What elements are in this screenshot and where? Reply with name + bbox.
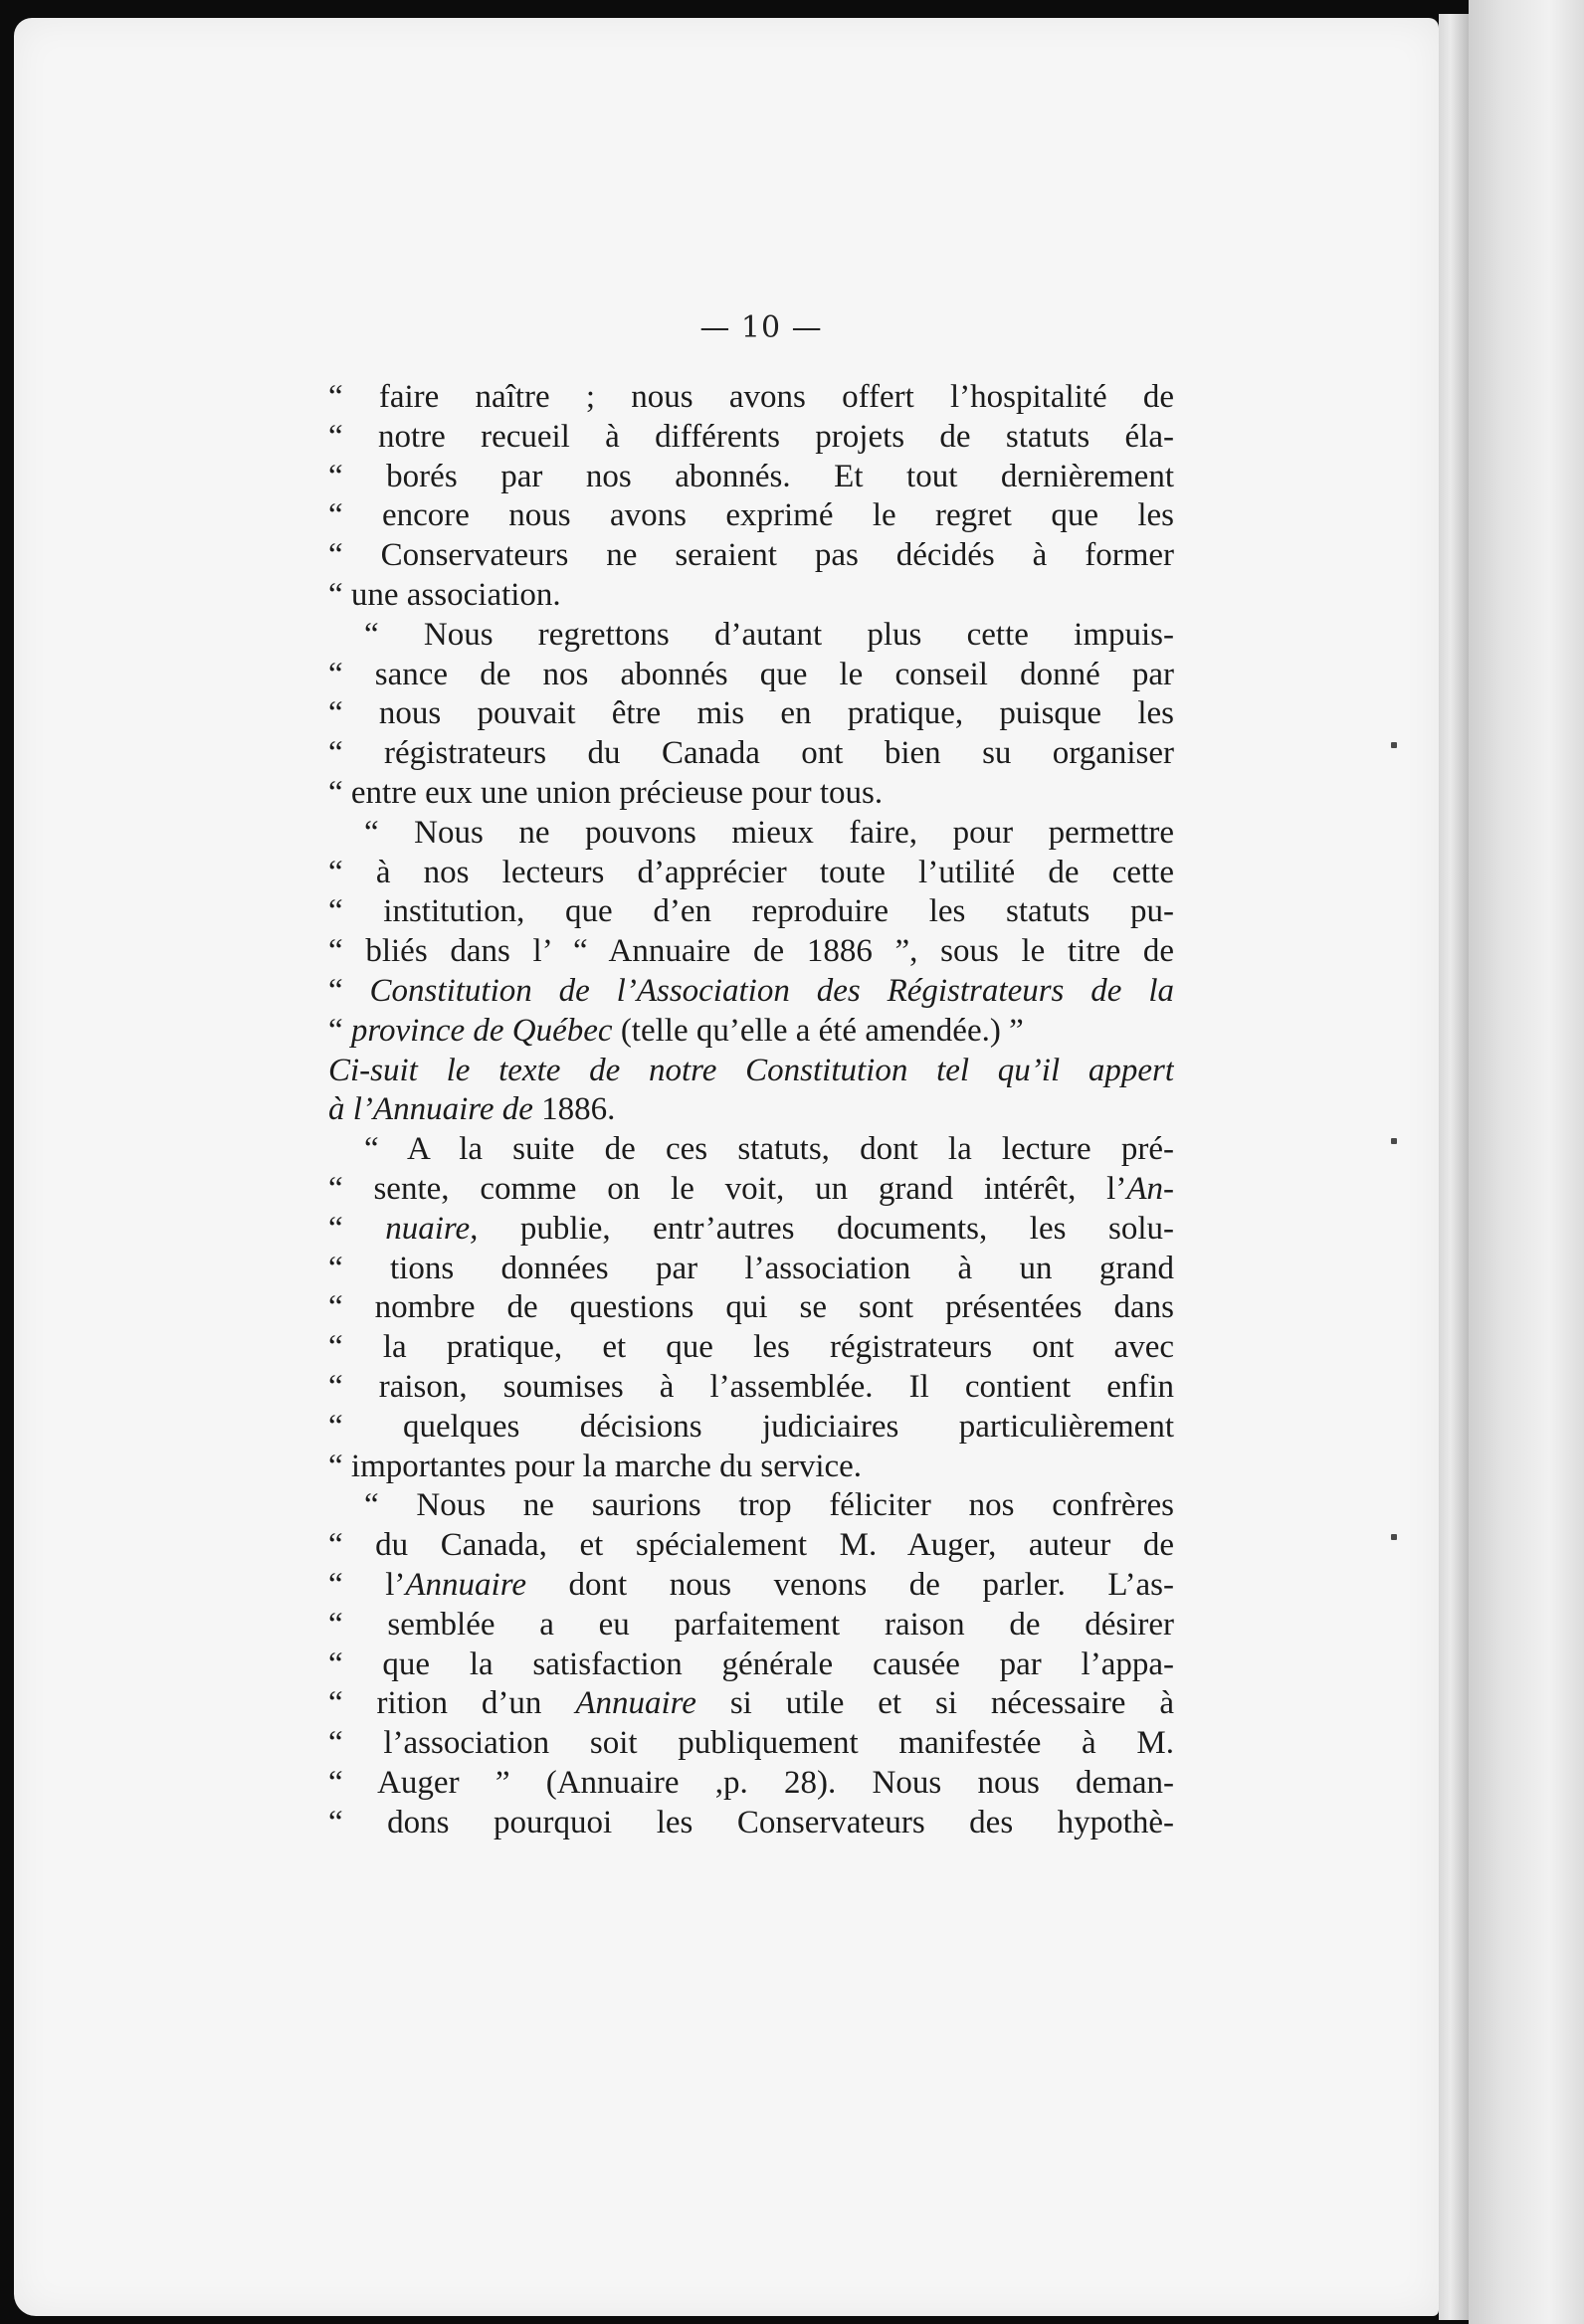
text-segment: “ sance de nos abonnés que le conseil donné par: [328, 656, 1174, 692]
text-line: [328, 972, 1174, 1012]
page-number: — 10 —: [699, 310, 823, 345]
text-line: [328, 536, 1174, 576]
text-line: [328, 1408, 1174, 1448]
adjacent-page-edge: [1469, 0, 1584, 2324]
text-segment: “ nombre de questions qui se sont présentées dans: [328, 1289, 1174, 1326]
margin-mark: [1391, 1138, 1397, 1144]
text-line: [328, 892, 1174, 932]
text-segment: “ à nos lecteurs d’apprécier toute l’utilité de cette: [328, 854, 1174, 890]
text-line: [328, 458, 1174, 497]
text-line: [328, 378, 1174, 418]
text-line: [328, 1170, 1174, 1210]
text-segment: dont nous venons de parler. L’as-: [525, 1566, 1174, 1603]
text-line: [328, 1646, 1174, 1685]
italic-text: Ci-suit le texte de notre Constitution tel qu’il appert: [328, 1052, 1174, 1088]
text-segment: “ importantes pour la marche du service.: [328, 1448, 863, 1484]
text-line: [328, 932, 1174, 972]
text-line: [328, 1764, 1174, 1804]
text-segment: “ dons pourquoi les Conservateurs des hypothè-: [328, 1804, 1174, 1840]
text-line: [328, 1090, 1174, 1130]
italic-text: province de Québec: [350, 1012, 613, 1049]
text-segment: “ du Canada, et spécialement M. Auger, auteur de: [328, 1527, 1174, 1564]
text-segment: “ la pratique, et que les régistrateurs ont avec: [328, 1329, 1174, 1366]
text-segment: “ l’association soit publiquement manifestée à M.: [328, 1725, 1174, 1762]
margin-mark: [1391, 742, 1397, 748]
text-line: [328, 694, 1174, 734]
text-line: [328, 616, 1174, 656]
text-segment: “ une association.: [328, 576, 561, 613]
text-line: [328, 1606, 1174, 1646]
margin-mark: [1391, 1534, 1397, 1540]
text-line: [328, 1012, 1174, 1052]
text-segment: “ notre recueil à différents projets de statuts éla-: [328, 418, 1174, 455]
text-segment: “ entre eux une union précieuse pour tous.: [328, 774, 884, 811]
italic-text: Annuaire: [405, 1566, 526, 1603]
text-line: [328, 1210, 1174, 1250]
text-segment: “ Nous ne saurions trop féliciter nos confrères: [364, 1487, 1174, 1524]
text-line: [328, 1368, 1174, 1408]
text-segment: “ rition d’un: [328, 1685, 576, 1722]
text-line: [328, 1724, 1174, 1764]
text-line: [328, 1288, 1174, 1328]
text-line: [328, 656, 1174, 695]
text-segment: publie, entr’autres documents, les solu-: [478, 1210, 1174, 1247]
italic-text: Annuaire: [575, 1685, 696, 1722]
text-line: [328, 1566, 1174, 1606]
body-text: [328, 378, 1174, 1842]
text-segment: “ tions données par l’association à un grand: [328, 1250, 1174, 1286]
text-segment: si utile et si nécessaire à: [695, 1685, 1174, 1722]
text-segment: “ régistrateurs du Canada ont bien su organiser: [328, 735, 1174, 772]
text-segment: “ Nous ne pouvons mieux faire, pour permettre: [364, 814, 1174, 851]
text-segment: “ nous pouvait être mis en pratique, puisque les: [328, 695, 1174, 732]
text-segment: “ raison, soumises à l’assemblée. Il contient enfin: [328, 1368, 1174, 1405]
text-line: [328, 1684, 1174, 1724]
text-segment: “ que la satisfaction générale causée par l’appa-: [328, 1646, 1174, 1682]
text-line: [328, 1526, 1174, 1566]
text-line: [328, 418, 1174, 458]
text-segment: “ institution, que d’en reproduire les statuts pu-: [328, 893, 1174, 930]
text-segment: “ Auger ” (Annuaire ,p. 28). Nous nous deman-: [328, 1764, 1174, 1801]
text-line: [328, 1328, 1174, 1368]
text-line: [328, 1250, 1174, 1289]
text-line: [328, 774, 1174, 814]
text-line: [328, 1804, 1174, 1843]
text-segment: “ quelques décisions judiciaires particulièrement: [328, 1408, 1174, 1445]
text-segment: (telle qu’elle a été amendée.) ”: [612, 1012, 1024, 1049]
text-segment: “ encore nous avons exprimé le regret que les: [328, 497, 1174, 534]
text-segment: “ sente, comme on le voit, un grand intérêt, l’: [328, 1170, 1127, 1207]
italic-text: An-: [1126, 1170, 1174, 1207]
text-segment: “: [328, 1210, 386, 1247]
text-line: [328, 1448, 1174, 1487]
italic-text: à l’Annuaire de: [328, 1091, 533, 1128]
text-segment: “: [328, 1012, 351, 1049]
text-line: [328, 576, 1174, 616]
text-line: [328, 854, 1174, 893]
text-segment: “ borés par nos abonnés. Et tout dernièrement: [328, 458, 1174, 494]
text-segment: “ A la suite de ces statuts, dont la lecture pré-: [364, 1131, 1174, 1168]
italic-text: nuaire,: [385, 1210, 479, 1247]
text-segment: “ semblée a eu parfaitement raison de désirer: [328, 1606, 1174, 1643]
text-segment: 1886.: [532, 1091, 616, 1128]
italic-text: Constitution de l’Association des Régistrateurs de la: [369, 972, 1174, 1009]
text-line: [328, 496, 1174, 536]
text-line: [328, 1486, 1174, 1526]
text-segment: “ bliés dans l’ “ Annuaire de 1886 ”, sous le titre de: [328, 933, 1174, 970]
text-line: [328, 1130, 1174, 1170]
page-fold-edge: [1439, 14, 1469, 2320]
text-segment: “ faire naître ; nous avons offert l’hospitalité de: [328, 379, 1174, 415]
text-segment: “ Nous regrettons d’autant plus cette impuis-: [364, 616, 1174, 653]
text-segment: “: [328, 972, 370, 1009]
text-line: [328, 734, 1174, 774]
text-segment: “ l’: [328, 1566, 406, 1603]
text-segment: “ Conservateurs ne seraient pas décidés à former: [328, 537, 1174, 574]
text-line: [328, 1052, 1174, 1091]
text-line: [328, 814, 1174, 854]
